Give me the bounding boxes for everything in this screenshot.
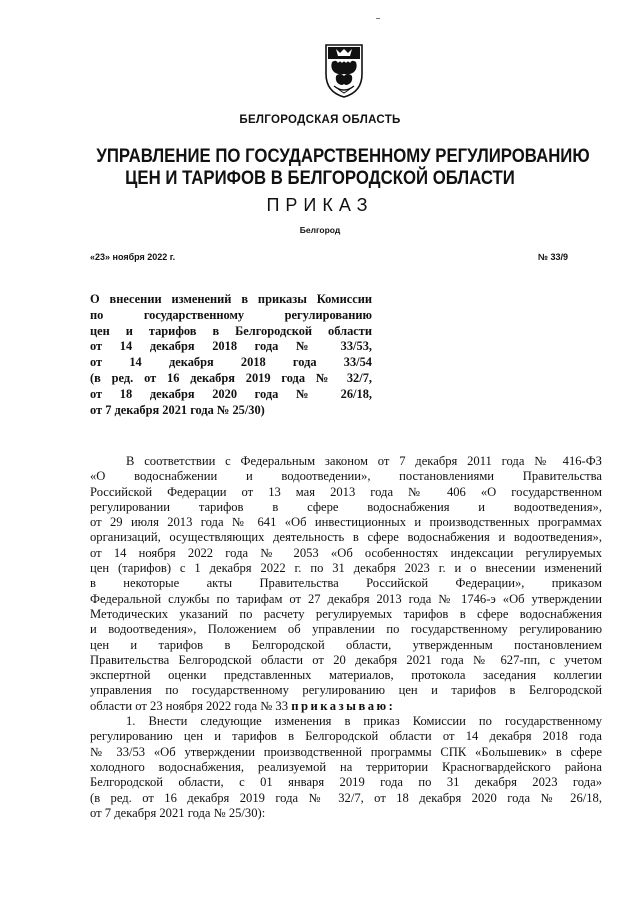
body-line: Российской Федерации от 13 мая 2013 года № 406 «О государственном xyxy=(90,484,602,499)
body-text xyxy=(90,454,602,821)
region-name: БЕЛГОРОДСКАЯ ОБЛАСТЬ xyxy=(239,114,401,126)
subject-line: от 7 декабря 2021 года № 25/30) xyxy=(90,402,265,417)
subject-line: О внесении изменений в приказы Комиссии xyxy=(90,292,372,306)
subject-line: цен и тарифов в Белгородской области xyxy=(90,323,372,338)
body-line: Методических указаний по расчету регулируемых тарифов в сфере водоснабжения xyxy=(90,606,602,621)
order-line-prefix: области от 23 ноября 2022 года № 33 xyxy=(90,698,289,713)
body-line: экспертной оценки представленных материалов, протокола заседания коллегии xyxy=(90,668,602,683)
body-line: в некоторые акты Правительства Российской Федерации», приказом xyxy=(90,576,602,591)
body-line: от 14 ноября 2022 года № 2053 «Об особенностях индексации регулируемых xyxy=(90,545,602,560)
body-line: Федеральной службы по тарифам от 27 декабря 2013 года № 1746-э «Об утверждении xyxy=(90,591,602,606)
scan-mark xyxy=(376,18,380,19)
subject-line: от 14 декабря 2018 года № 33/53, xyxy=(90,339,372,354)
city-name: Белгород xyxy=(299,225,341,235)
body-line: цен (тарифов) с 1 декабря 2022 г. по 31 декабря 2023 г. и о внесении изменений xyxy=(90,561,602,576)
subject-line: от 18 декабря 2020 года № 26/18, xyxy=(90,386,372,401)
subject-line: от 14 декабря 2018 года 33/54 xyxy=(90,355,372,370)
coat-of-arms-icon xyxy=(322,42,366,99)
body-line: от 7 декабря 2021 года № 25/30): xyxy=(90,805,266,820)
body-line: Белгородской области, с 01 января 2019 года по 31 декабря 2023 года» xyxy=(90,775,602,790)
subject-line: (в ред. от 16 декабря 2019 года № 32/7, xyxy=(90,370,372,385)
subject-block xyxy=(90,292,372,418)
body-line: «О водоснабжении и водоотведении», постановлениями Правительства xyxy=(90,469,602,484)
body-line: холодного водоснабжения, реализуемой на территории Красногвардейского района xyxy=(90,759,602,774)
document-number: № 33/9 xyxy=(537,252,568,262)
department-title-line: УПРАВЛЕНИЕ ПО ГОСУДАРСТВЕННОМУ РЕГУЛИРОВАНИЮ xyxy=(96,145,590,167)
body-line: и водоотведения», Положением об управлении по государственному регулированию xyxy=(90,622,602,637)
body-line: организаций, осуществляющих деятельность в сфере водоснабжения и водоотведения», xyxy=(90,530,602,545)
body-line: В соответствии с Федеральным законом от 7 декабря 2011 года № 416-ФЗ xyxy=(126,454,602,468)
order-word: приказываю: xyxy=(291,698,396,713)
body-line: № 33/53 «Об утверждении производственной программы СПК «Большевик» в сфере xyxy=(90,744,602,759)
body-line: Правительства Белгородской области от 20 декабря 2021 года № 627-пп, с учетом xyxy=(90,652,602,667)
body-line: 1. Внести следующие изменения в приказ Комиссии по государственному xyxy=(126,714,602,729)
body-line: от 29 июля 2013 года № 641 «Об инвестиционных и производственных программах xyxy=(90,515,602,530)
body-line: (в ред. от 16 декабря 2019 года № 32/7, от 18 декабря 2020 года № 26/18, xyxy=(90,790,602,805)
body-line: управления по государственному регулированию цен и тарифов в Белгородской xyxy=(90,683,602,698)
department-title xyxy=(96,145,590,189)
order-line xyxy=(90,699,602,714)
body-line: регулированию цен и тарифов в Белгородской области от 14 декабря 2018 года xyxy=(90,729,602,744)
department-title-line: ЦЕН И ТАРИФОВ В БЕЛГОРОДСКОЙ ОБЛАСТИ xyxy=(125,167,515,189)
document-date: «23» ноября 2022 г. xyxy=(90,252,176,262)
subject-line: по государственному регулированию xyxy=(90,307,372,322)
body-line: регулировании тарифов в сфере водоснабжения и водоотведения», xyxy=(90,499,602,514)
document-type: ПРИКАЗ xyxy=(266,195,374,215)
body-line: цен и тарифов в Белгородской области, утвержденным постановлением xyxy=(90,637,602,652)
